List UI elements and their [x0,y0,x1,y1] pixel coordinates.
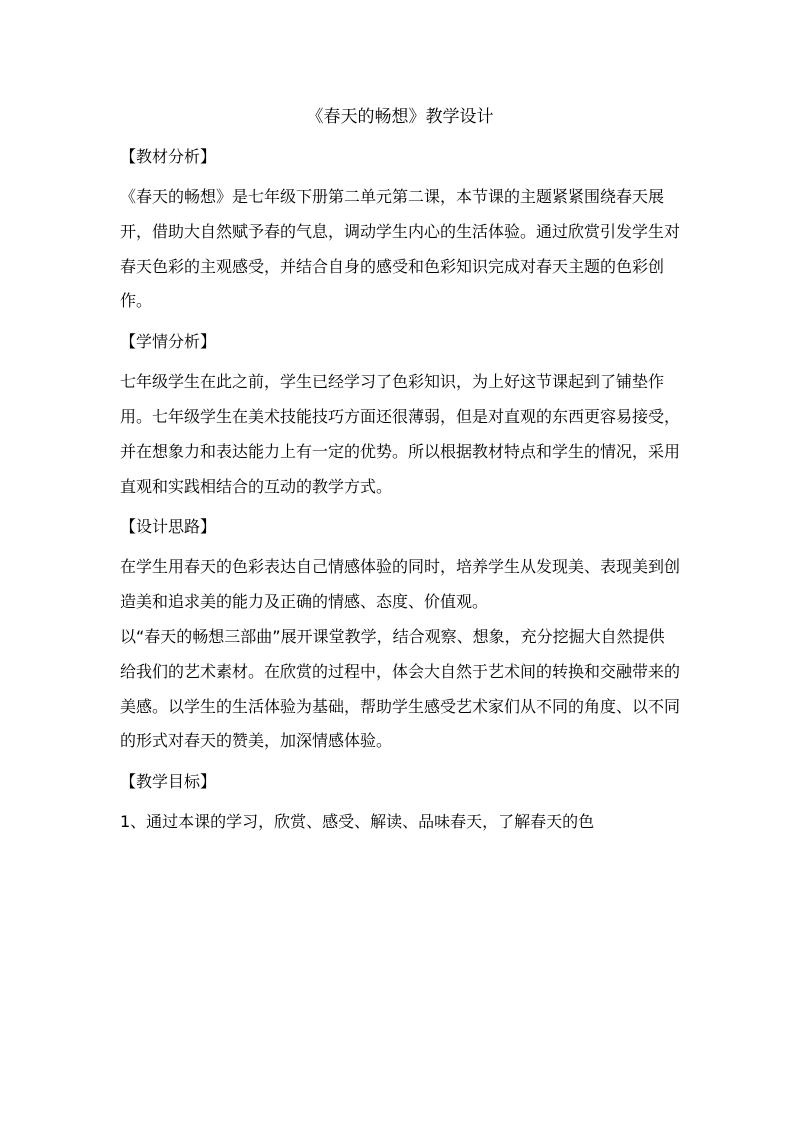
section-paragraph: 七年级学生在此之前，学生已经学习了色彩知识，为上好这节课起到了铺垫作用。七年级学生在美术技能技巧方面还很薄弱，但是对直观的东西更容易接受，并在想象力和表达能力上有一定的优势。所以根据教材特点和学生的情况，采用直观和实践相结合的互动的教学方式。 [120,372,681,496]
section-heading-design-ideas: 【设计思路】 [120,517,217,537]
section-paragraph: 1、通过本课的学习，欣赏、感受、解读、品味春天，了解春天的色 [120,812,595,832]
section-paragraph: 在学生用春天的色彩表达自己情感体验的同时，培养学生从发现美、表现美到创造美和追求美的能力及正确的情感、态度、价值观。 [120,557,681,612]
section-paragraph: 《春天的畅想》是七年级下册第二单元第二课，本节课的主题紧紧围绕春天展开，借助大自然赋予春的气息，调动学生内心的生活体验。通过欣赏引发学生对春天色彩的主观感受，并结合自身的感受和色彩知识完成对春天主题的色彩创作。 [120,187,681,311]
section-heading-textbook-analysis: 【教材分析】 [120,147,217,166]
document-body [120,100,680,840]
document-title: 《春天的畅想》教学设计 [306,107,494,127]
section-heading-teaching-goals: 【教学目标】 [120,772,217,792]
section-heading-learner-analysis: 【学情分析】 [120,332,217,352]
section-paragraph: 以“春天的畅想三部曲”展开课堂教学，结合观察、想象，充分挖掘大自然提供给我们的艺术素材。在欣赏的过程中，体会大自然于艺术间的转换和交融带来的美感。以学生的生活体验为基础，帮助学生感受艺术家们从不同的角度、以不同的形式对春天的赞美，加深情感体验。 [120,626,681,751]
